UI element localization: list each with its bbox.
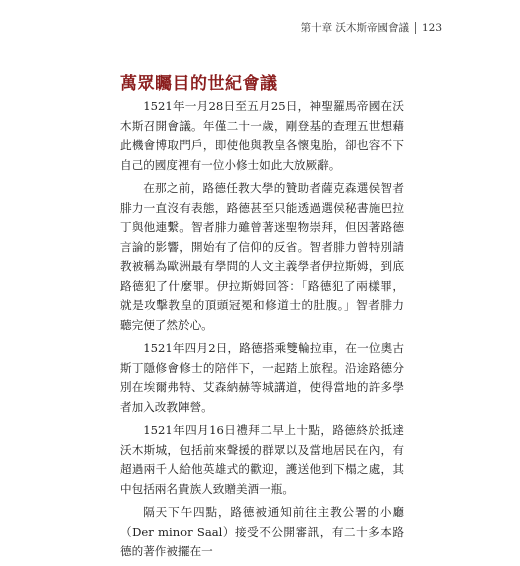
- chapter-title: 第十章 沃木斯帝國會議: [300, 22, 409, 34]
- body-text: [120, 97, 404, 566]
- page-number: 123: [421, 21, 442, 34]
- paragraph: 在那之前，路德任教大學的贊助者薩克森選侯智者腓力一直沒有表態，路德甚至只能透過選侯秘書施巴拉丁與他連繫。智者腓力雖曾著迷聖物崇拜，但因著路德言論的影響，開始有了信仰的反省。智者腓力曾特別請教被稱為歐洲最有學問的人文主義學者伊拉斯姆，到底路德犯了什麼罪。伊拉斯姆回答：「路德犯了兩樣罪，就是攻擊教皇的頂頭冠冕和修道士的肚腹。」智者腓力聽完便了然於心。: [120, 181, 404, 332]
- section-heading: 萬眾矚目的世紀會議: [120, 74, 278, 94]
- paragraph: 1521年四月16日禮拜二早上十點，路德終於抵達沃木斯城，包括前來聲援的群眾以及當地居民在內，有超過兩千人給他英雄式的歡迎，護送他到下榻之處，其中包括兩名貴族人致贈美酒一瓶。: [120, 423, 404, 496]
- paragraph: 隔天下午四點，路德被通知前往主教公署的小廳（Der minor Saal）接受不公開審訊，有二十多本路德的著作被擺在一: [120, 505, 404, 558]
- running-header: [301, 20, 442, 35]
- header-divider: [415, 22, 416, 34]
- paragraph: 1521年四月2日，路德搭乘雙輪拉車，在一位奧古斯丁隱修會修士的陪伴下，一起踏上旅程。沿途路德分別在埃爾弗特、艾森納赫等城講道，使得當地的許多學者加入改教陣營。: [120, 341, 404, 414]
- paragraph: 1521年一月28日至五月25日，神聖羅馬帝國在沃木斯召開會議。年僅二十一歲，剛登基的查理五世想藉此機會博取門戶，即使他與教皇各懷鬼胎，卻也容不下自己的國度裡有一位小修士如此大放厥辭。: [120, 99, 404, 172]
